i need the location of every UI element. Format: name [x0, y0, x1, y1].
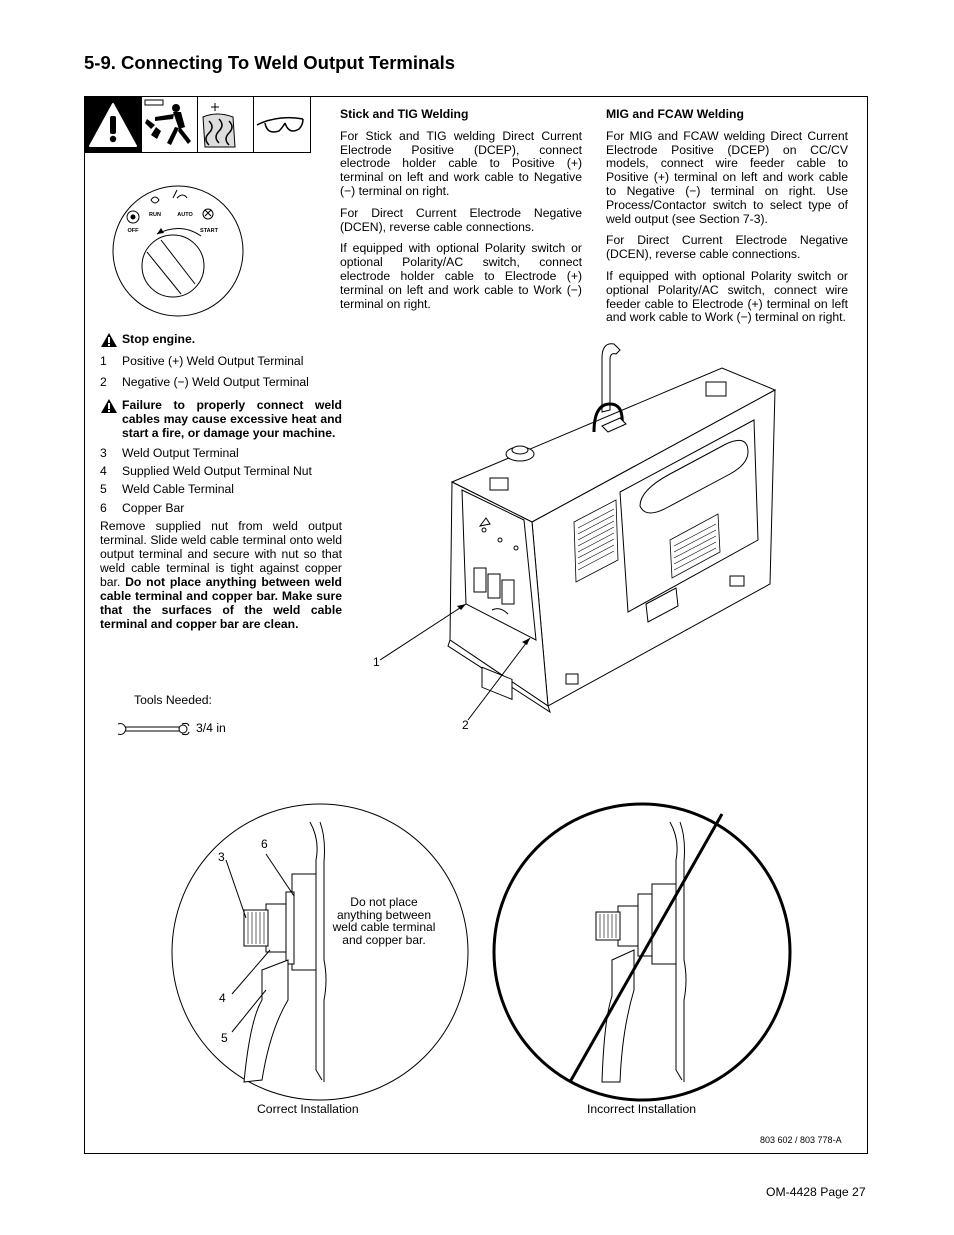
- item-label: Supplied Weld Output Terminal Nut: [122, 464, 312, 478]
- incorrect-installation-detail: [490, 800, 794, 1104]
- stick-tig-p3: If equipped with optional Polarity switch or optional Polarity/AC switch, connect electrode holder cable to Electrode (+) terminal on left and work cable to Work (−) terminal on right.: [340, 241, 582, 311]
- mig-fcaw-p2: For Direct Current Electrode Negative (DCEN), reverse cable connections.: [606, 233, 848, 262]
- callout-6: 6: [261, 837, 268, 851]
- mig-fcaw-section: [606, 108, 848, 333]
- stick-tig-p2: For Direct Current Electrode Negative (DCEN), reverse cable connections.: [340, 205, 582, 234]
- item-number: 5: [100, 482, 107, 496]
- stick-tig-heading: Stick and TIG Welding: [340, 107, 469, 121]
- installation-instructions: [100, 519, 342, 631]
- warning-triangle-icon: [100, 332, 118, 348]
- electric-shock-icon: [145, 100, 191, 145]
- switch-knob: [142, 235, 204, 297]
- item-number: 4: [100, 464, 107, 478]
- engine-switch-dial: [111, 184, 245, 318]
- instructions-text: Remove supplied nut from weld output terminal. Slide weld cable terminal onto weld output terminal and secure with nut so that weld cable terminal is tight against copper bar.: [100, 519, 342, 589]
- stick-tig-p1: For Stick and TIG welding Direct Current Electrode Positive (DCEP), connect electrode holder cable to Positive (+) terminal on left and work cable to Negative (−) terminal on right.: [340, 128, 582, 198]
- item-number: 6: [100, 501, 107, 515]
- warning-text: Failure to properly connect weld cables may cause excessive heat and start a fire, or damage your machine.: [122, 398, 342, 440]
- tools-needed-label: Tools Needed:: [134, 693, 212, 707]
- detail-note: Do not place anything between weld cable terminal and copper bar.: [330, 896, 438, 946]
- drawing-reference: 803 602 / 803 778-A: [760, 1135, 842, 1145]
- stop-engine-warning: [100, 332, 342, 346]
- wrench-size-label: 3/4 in: [196, 721, 226, 735]
- caption-incorrect-installation: Incorrect Installation: [587, 1102, 697, 1116]
- safety-icon-strip: [85, 97, 311, 153]
- item-label: Copper Bar: [122, 501, 185, 515]
- steps-list: [100, 332, 342, 632]
- instructions-bold-text: Do not place anything between weld cable terminal and copper bar. Make sure that the surfaces of the weld cable terminal and copper bar are clean.: [100, 575, 342, 631]
- item-label: Weld Output Terminal: [122, 446, 239, 460]
- page-footer: OM-4428 Page 27: [766, 1185, 866, 1199]
- cable-connection-warning: [100, 398, 342, 440]
- mig-fcaw-p3: If equipped with optional Polarity switch or optional Polarity/AC switch, connect wire feeder cable to Electrode (+) terminal on left and work cable to Work (−) terminal on right.: [606, 268, 848, 325]
- stop-engine-text: Stop engine.: [122, 332, 196, 346]
- item-number: 3: [100, 446, 107, 460]
- item-number: 2: [100, 375, 107, 389]
- dial-label-auto: AUTO: [177, 212, 193, 218]
- dial-label-run: RUN: [149, 212, 161, 218]
- mig-fcaw-p1: For MIG and FCAW welding Direct Current Electrode Positive (DCEP) on CC/CV models, connect wire feeder cable to Positive (+) terminal on left and work cable to Negative (−) terminal on right. Use Process/Contactor switch to select type of weld output (see Section 7-3).: [606, 128, 848, 226]
- warning-triangle-icon: [100, 398, 118, 414]
- callout-3: 3: [218, 850, 225, 864]
- welder-generator-illustration: [370, 340, 790, 730]
- stick-tig-section: [340, 108, 582, 319]
- dial-label-start: START: [200, 228, 218, 234]
- item-number: 1: [100, 354, 107, 368]
- section-title: 5-9. Connecting To Weld Output Terminals: [84, 52, 456, 73]
- callout-4: 4: [219, 991, 226, 1005]
- item-label: Positive (+) Weld Output Terminal: [122, 354, 304, 368]
- item-label: Negative (−) Weld Output Terminal: [122, 375, 309, 389]
- fumes-icon: [203, 103, 235, 147]
- callout-1: 1: [373, 655, 380, 669]
- eye-protection-icon: [257, 118, 303, 132]
- callout-5: 5: [221, 1031, 228, 1045]
- caption-correct-installation: Correct Installation: [257, 1102, 359, 1116]
- callout-2: 2: [462, 718, 469, 732]
- dial-label-off: OFF: [127, 228, 139, 234]
- item-label: Weld Cable Terminal: [122, 482, 234, 496]
- mig-fcaw-heading: MIG and FCAW Welding: [606, 107, 744, 121]
- correct-installation-detail: [170, 800, 472, 1104]
- wrench-icon: [118, 722, 190, 736]
